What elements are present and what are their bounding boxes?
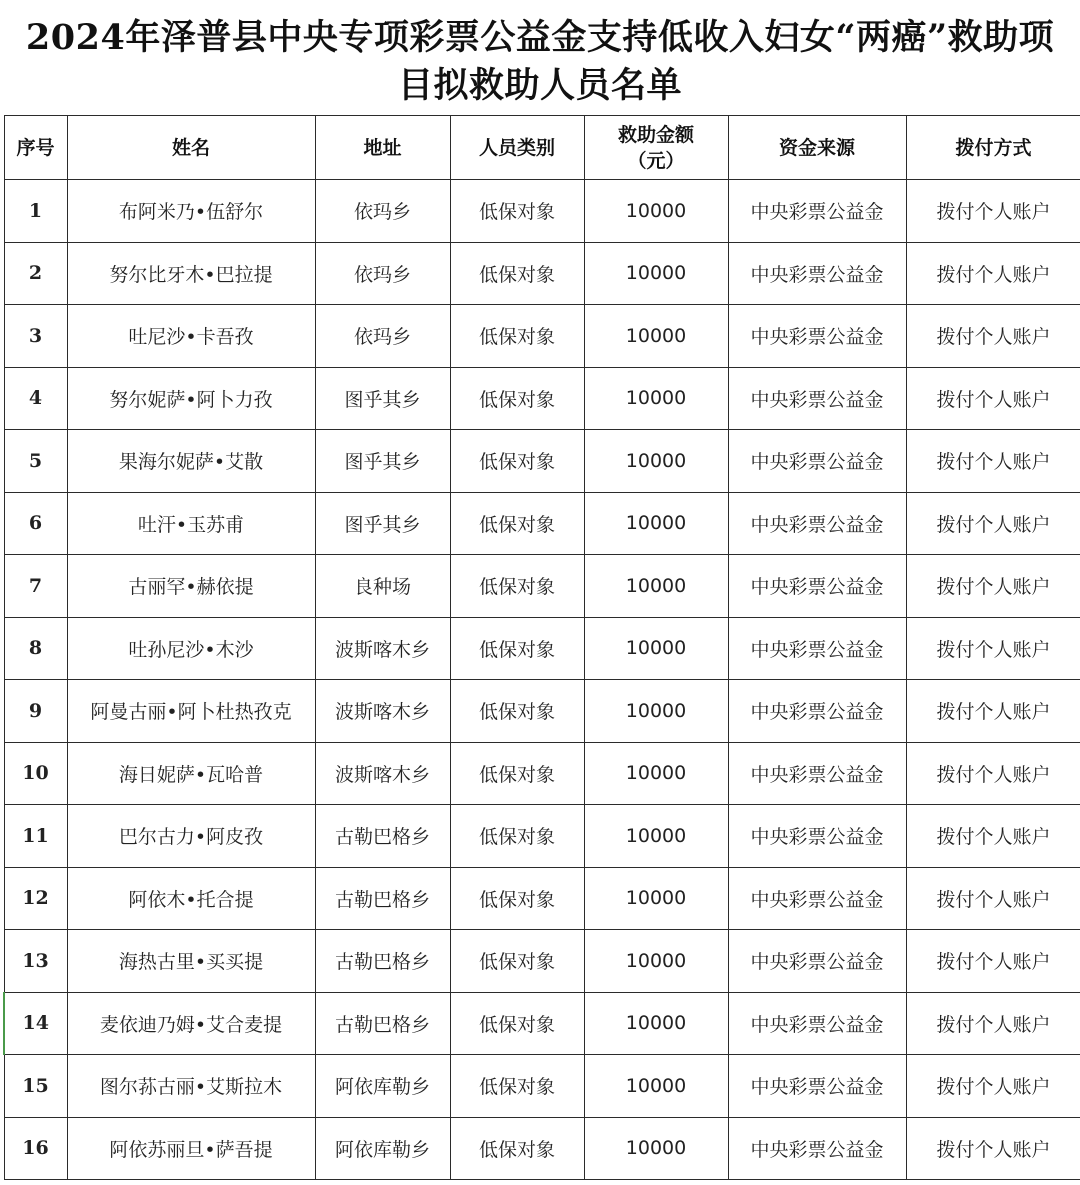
cell-source: 中央彩票公益金 xyxy=(728,1055,906,1118)
table-row xyxy=(4,867,1080,930)
table-row xyxy=(4,617,1080,680)
cell-address: 波斯喀木乡 xyxy=(315,617,450,680)
table-row xyxy=(4,242,1080,305)
cell-source: 中央彩票公益金 xyxy=(728,867,906,930)
cell-name: 图尔荪古丽•艾斯拉木 xyxy=(67,1055,315,1118)
cell-category: 低保对象 xyxy=(450,867,584,930)
cell-method: 拨付个人账户 xyxy=(906,1055,1080,1118)
cell-name: 努尔妮萨•阿卜力孜 xyxy=(67,367,315,430)
cell-amount: 10000 xyxy=(584,367,728,430)
cell-source: 中央彩票公益金 xyxy=(728,930,906,993)
cell-amount: 10000 xyxy=(584,1117,728,1180)
cell-no: 2 xyxy=(4,242,67,305)
cell-address: 阿依库勒乡 xyxy=(315,1117,450,1180)
cell-no: 6 xyxy=(4,492,67,555)
header-amount xyxy=(584,116,728,180)
cell-method: 拨付个人账户 xyxy=(906,617,1080,680)
cell-no: 15 xyxy=(4,1055,67,1118)
cell-no: 5 xyxy=(4,430,67,493)
cell-source: 中央彩票公益金 xyxy=(728,180,906,243)
table-row xyxy=(4,492,1080,555)
cell-address: 图乎其乡 xyxy=(315,367,450,430)
cell-amount: 10000 xyxy=(584,805,728,868)
cell-method: 拨付个人账户 xyxy=(906,492,1080,555)
cell-category: 低保对象 xyxy=(450,805,584,868)
cell-amount: 10000 xyxy=(584,242,728,305)
cell-source: 中央彩票公益金 xyxy=(728,680,906,743)
cell-category: 低保对象 xyxy=(450,1055,584,1118)
table-row xyxy=(4,430,1080,493)
header-no: 序号 xyxy=(4,116,67,180)
cell-amount: 10000 xyxy=(584,1055,728,1118)
cell-method: 拨付个人账户 xyxy=(906,867,1080,930)
cell-address: 古勒巴格乡 xyxy=(315,930,450,993)
cell-amount: 10000 xyxy=(584,430,728,493)
header-row xyxy=(4,116,1080,180)
cell-name: 古丽罕•赫依提 xyxy=(67,555,315,618)
document-title: 2024年泽普县中央专项彩票公益金支持低收入妇女“两癌”救助项目拟救助人员名单 xyxy=(25,17,1055,106)
cell-method: 拨付个人账户 xyxy=(906,430,1080,493)
cell-source: 中央彩票公益金 xyxy=(728,617,906,680)
cell-no: 13 xyxy=(4,930,67,993)
cell-method: 拨付个人账户 xyxy=(906,555,1080,618)
cell-source: 中央彩票公益金 xyxy=(728,992,906,1055)
cell-no: 16 xyxy=(4,1117,67,1180)
cell-no: 10 xyxy=(4,742,67,805)
cell-amount: 10000 xyxy=(584,867,728,930)
cell-source: 中央彩票公益金 xyxy=(728,742,906,805)
cell-method: 拨付个人账户 xyxy=(906,180,1080,243)
cell-source: 中央彩票公益金 xyxy=(728,492,906,555)
cell-address: 图乎其乡 xyxy=(315,492,450,555)
cell-method: 拨付个人账户 xyxy=(906,305,1080,368)
cell-amount: 10000 xyxy=(584,992,728,1055)
cell-source: 中央彩票公益金 xyxy=(728,367,906,430)
header-name: 姓名 xyxy=(67,116,315,180)
cell-address: 波斯喀木乡 xyxy=(315,742,450,805)
cell-method: 拨付个人账户 xyxy=(906,680,1080,743)
table-row xyxy=(4,1055,1080,1118)
cell-name: 阿依苏丽旦•萨吾提 xyxy=(67,1117,315,1180)
cell-name: 阿依木•托合提 xyxy=(67,867,315,930)
cell-method: 拨付个人账户 xyxy=(906,992,1080,1055)
cell-category: 低保对象 xyxy=(450,742,584,805)
cell-no: 4 xyxy=(4,367,67,430)
table-row xyxy=(4,742,1080,805)
cell-category: 低保对象 xyxy=(450,1117,584,1180)
cell-method: 拨付个人账户 xyxy=(906,930,1080,993)
table-row xyxy=(4,1117,1080,1180)
cell-source: 中央彩票公益金 xyxy=(728,430,906,493)
cell-source: 中央彩票公益金 xyxy=(728,805,906,868)
table-row xyxy=(4,930,1080,993)
cell-source: 中央彩票公益金 xyxy=(728,242,906,305)
table-row xyxy=(4,992,1080,1055)
cell-name: 阿曼古丽•阿卜杜热孜克 xyxy=(67,680,315,743)
header-source: 资金来源 xyxy=(728,116,906,180)
cell-category: 低保对象 xyxy=(450,555,584,618)
cell-name: 吐尼沙•卡吾孜 xyxy=(67,305,315,368)
cell-name: 麦依迪乃姆•艾合麦提 xyxy=(67,992,315,1055)
cell-address: 依玛乡 xyxy=(315,242,450,305)
cell-no: 11 xyxy=(4,805,67,868)
cell-method: 拨付个人账户 xyxy=(906,1117,1080,1180)
table-body xyxy=(4,180,1080,1180)
cell-amount: 10000 xyxy=(584,555,728,618)
cell-amount: 10000 xyxy=(584,617,728,680)
cell-address: 古勒巴格乡 xyxy=(315,867,450,930)
cell-category: 低保对象 xyxy=(450,680,584,743)
recipient-table xyxy=(3,115,1080,1180)
cell-method: 拨付个人账户 xyxy=(906,367,1080,430)
cell-name: 吐汗•玉苏甫 xyxy=(67,492,315,555)
cell-no: 3 xyxy=(4,305,67,368)
cell-category: 低保对象 xyxy=(450,992,584,1055)
cell-amount: 10000 xyxy=(584,930,728,993)
header-amount-line2: （元） xyxy=(627,149,685,172)
cell-address: 图乎其乡 xyxy=(315,430,450,493)
cell-name: 海日妮萨•瓦哈普 xyxy=(67,742,315,805)
cell-category: 低保对象 xyxy=(450,617,584,680)
cell-category: 低保对象 xyxy=(450,430,584,493)
cell-category: 低保对象 xyxy=(450,242,584,305)
cell-method: 拨付个人账户 xyxy=(906,242,1080,305)
cell-source: 中央彩票公益金 xyxy=(728,1117,906,1180)
cell-no: 14 xyxy=(4,992,67,1055)
cell-address: 波斯喀木乡 xyxy=(315,680,450,743)
header-category: 人员类别 xyxy=(450,116,584,180)
cell-name: 吐孙尼沙•木沙 xyxy=(67,617,315,680)
cell-source: 中央彩票公益金 xyxy=(728,555,906,618)
cell-address: 良种场 xyxy=(315,555,450,618)
cell-category: 低保对象 xyxy=(450,305,584,368)
cell-name: 巴尔古力•阿皮孜 xyxy=(67,805,315,868)
cell-name: 果海尔妮萨•艾散 xyxy=(67,430,315,493)
cell-category: 低保对象 xyxy=(450,367,584,430)
cell-no: 12 xyxy=(4,867,67,930)
cell-address: 古勒巴格乡 xyxy=(315,992,450,1055)
header-address: 地址 xyxy=(315,116,450,180)
cell-amount: 10000 xyxy=(584,680,728,743)
header-amount-line1: 救助金额 xyxy=(617,123,694,146)
table-row xyxy=(4,367,1080,430)
table-row xyxy=(4,180,1080,243)
cell-amount: 10000 xyxy=(584,742,728,805)
cell-name: 努尔比牙木•巴拉提 xyxy=(67,242,315,305)
cell-address: 古勒巴格乡 xyxy=(315,805,450,868)
cell-method: 拨付个人账户 xyxy=(906,742,1080,805)
cell-address: 依玛乡 xyxy=(315,305,450,368)
cell-category: 低保对象 xyxy=(450,930,584,993)
cell-amount: 10000 xyxy=(584,180,728,243)
table-row xyxy=(4,680,1080,743)
table-row xyxy=(4,305,1080,368)
cell-name: 布阿米乃•伍舒尔 xyxy=(67,180,315,243)
cell-no: 9 xyxy=(4,680,67,743)
table-row xyxy=(4,805,1080,868)
cell-name: 海热古里•买买提 xyxy=(67,930,315,993)
cell-no: 7 xyxy=(4,555,67,618)
table-row xyxy=(4,555,1080,618)
cell-amount: 10000 xyxy=(584,305,728,368)
cell-no: 8 xyxy=(4,617,67,680)
cell-amount: 10000 xyxy=(584,492,728,555)
cell-address: 依玛乡 xyxy=(315,180,450,243)
cell-category: 低保对象 xyxy=(450,180,584,243)
cell-address: 阿依库勒乡 xyxy=(315,1055,450,1118)
cell-source: 中央彩票公益金 xyxy=(728,305,906,368)
cell-no: 1 xyxy=(4,180,67,243)
cell-method: 拨付个人账户 xyxy=(906,805,1080,868)
cell-category: 低保对象 xyxy=(450,492,584,555)
header-method: 拨付方式 xyxy=(906,116,1080,180)
